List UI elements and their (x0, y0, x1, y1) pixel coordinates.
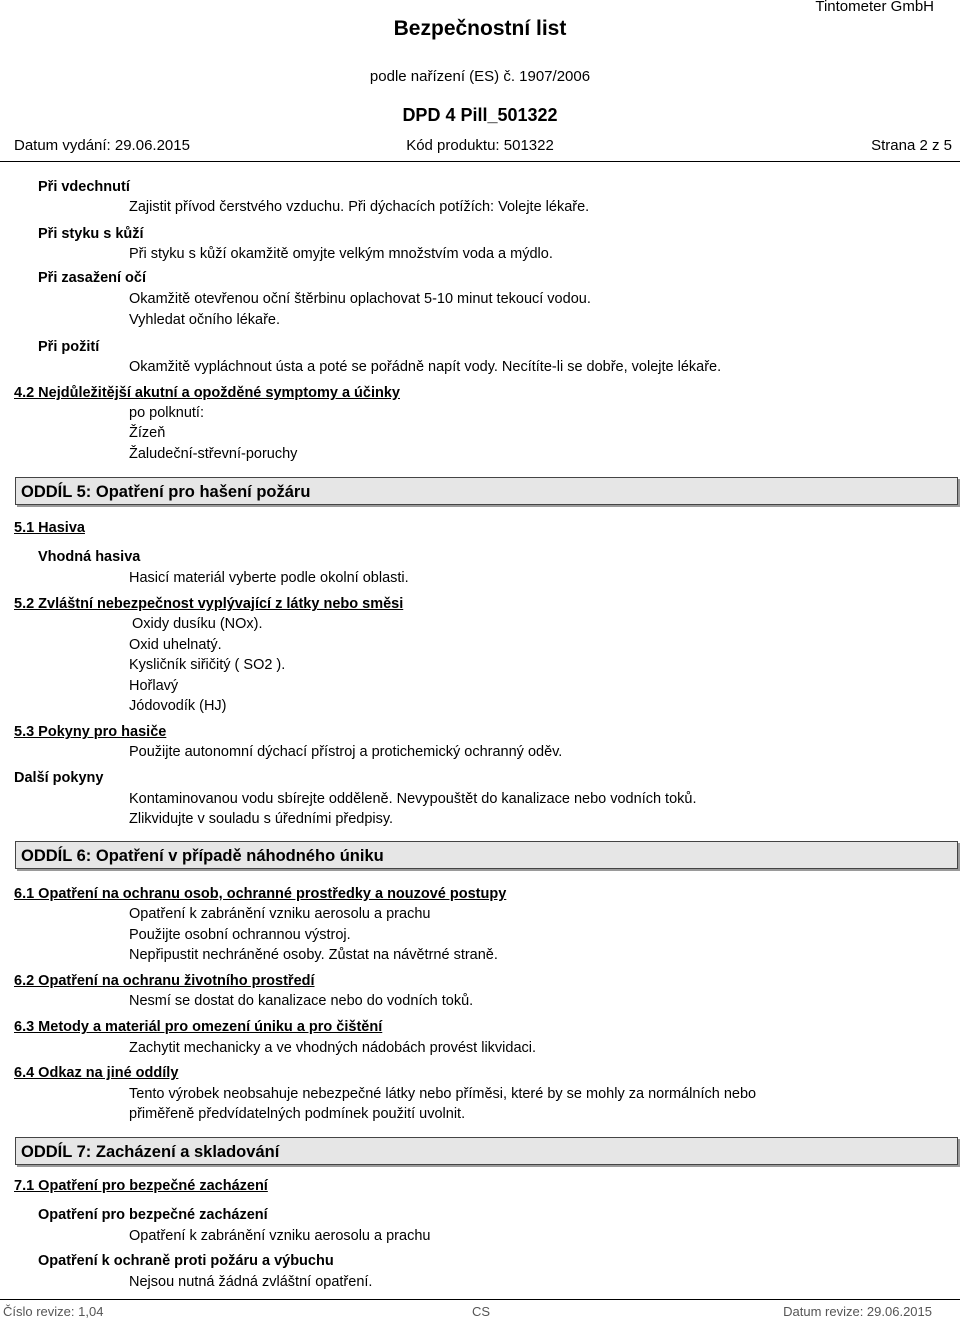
symptom-line: po polknutí: (129, 405, 204, 421)
heading-6-1: 6.1 Opatření na ochranu osob, ochranné prostředky a nouzové postupy (14, 886, 507, 902)
hazard-item: Hořlavý (129, 678, 179, 694)
heading-6-3: 6.3 Metody a materiál pro omezení úniku a pro čištění (14, 1019, 383, 1035)
product-code: Kód produktu: 501322 (406, 137, 554, 154)
skin-label: Při styku s kůží (38, 226, 144, 242)
document-title: Bezpečnostní list (393, 17, 567, 40)
heading-6-4: 6.4 Odkaz na jiné oddíly (14, 1065, 179, 1081)
heading-4-2: 4.2 Nejdůležitější akutní a opožděné symptomy a účinky (14, 385, 400, 401)
section-6-header: ODDÍL 6: Opatření v případě náhodného úniku (15, 841, 958, 869)
further-info-text: Zlikvidujte v souladu s úředními předpisy. (129, 811, 394, 827)
hazard-item: Oxid uhelnatý. (129, 637, 222, 653)
suitable-media-label: Vhodná hasiva (38, 549, 141, 565)
heading-5-2: 5.2 Zvláštní nebezpečnost vyplývající z látky nebo směsi (14, 596, 404, 612)
section-5-header: ODDÍL 5: Opatření pro hašení požáru (15, 477, 958, 505)
symptom-line: Žaludeční-střevní-poruchy (129, 446, 298, 462)
heading-7-1: 7.1 Opatření pro bezpečné zacházení (14, 1178, 268, 1194)
hazard-item: Kysličník siřičitý ( SO2 ). (129, 657, 286, 673)
revision-date: Datum revize: 29.06.2015 (783, 1304, 932, 1319)
regulation: podle nařízení (ES) č. 1907/2006 (369, 68, 591, 85)
ingestion-text: Okamžitě vypláchnout ústa a poté se pořádně napít vody. Necítíte-li se dobře, volejte lékaře. (129, 359, 722, 375)
language-code: CS (472, 1304, 491, 1319)
revision-number: Číslo revize: 1,04 (3, 1304, 104, 1319)
safe-handling-text: Opatření k zabránění vzniku aerosolu a prachu (129, 1228, 431, 1244)
eye-text-1: Okamžitě otevřenou oční štěrbinu oplachovat 5-10 minut tekoucí vodou. (129, 291, 591, 307)
company-name: Tintometer GmbH (815, 0, 934, 15)
heading-5-1: 5.1 Hasiva (14, 520, 85, 536)
precaution-line: Opatření k zabránění vzniku aerosolu a prachu (129, 906, 431, 922)
fire-protection-label: Opatření k ochraně proti požáru a výbuchu (38, 1253, 334, 1269)
firefighter-advice: Použijte autonomní dýchací přístroj a protichemický ochranný oděv. (129, 744, 563, 760)
heading-5-3: 5.3 Pokyny pro hasiče (14, 724, 167, 740)
safe-handling-label: Opatření pro bezpečné zacházení (38, 1207, 268, 1223)
precaution-line: Nepřipustit nechráněné osoby. Zůstat na návětrné straně. (129, 947, 498, 963)
eye-label: Při zasažení očí (38, 270, 146, 286)
further-info-label: Další pokyny (14, 770, 104, 786)
hazard-item: Oxidy dusíku (NOx). (132, 616, 263, 632)
eye-text-2: Vyhledat očního lékaře. (129, 312, 281, 328)
section-7-header: ODDÍL 7: Zacházení a skladování (15, 1137, 958, 1165)
cleanup-text: Zachytit mechanicky a ve vhodných nádobách provést likvidaci. (129, 1040, 537, 1056)
heading-6-2: 6.2 Opatření na ochranu životního prostředí (14, 973, 315, 989)
fire-protection-text: Nejsou nutná žádná zvláštní opatření. (129, 1274, 373, 1290)
environment-text: Nesmí se dostat do kanalizace nebo do vodních toků. (129, 993, 474, 1009)
inhalation-label: Při vdechnutí (38, 179, 130, 195)
symptom-line: Žízeň (129, 425, 166, 441)
reference-text: přiměřeně předvídatelných podmínek použití uvolnit. (129, 1106, 466, 1122)
precaution-line: Použijte osobní ochrannou výstroj. (129, 927, 351, 943)
inhalation-text: Zajistit přívod čerstvého vzduchu. Při dýchacích potížích: Volejte lékaře. (129, 199, 590, 215)
product-name: DPD 4 Pill_501322 (402, 105, 558, 125)
suitable-media-text: Hasicí materiál vyberte podle okolní oblasti. (129, 570, 409, 586)
page-number: Strana 2 z 5 (871, 137, 952, 154)
hazard-item: Jódovodík (HJ) (129, 698, 227, 714)
skin-text: Při styku s kůží okamžitě omyjte velkým množstvím voda a mýdlo. (129, 246, 553, 262)
header-divider (0, 161, 960, 162)
reference-text: Tento výrobek neobsahuje nebezpečné látky nebo příměsi, které by se mohly za normálních nebo (129, 1086, 757, 1102)
footer-divider (0, 1299, 960, 1300)
ingestion-label: Při požití (38, 339, 100, 355)
issue-date: Datum vydání: 29.06.2015 (14, 137, 190, 154)
further-info-text: Kontaminovanou vodu sbírejte odděleně. Nevypouštět do kanalizace nebo vodních toků. (129, 791, 697, 807)
